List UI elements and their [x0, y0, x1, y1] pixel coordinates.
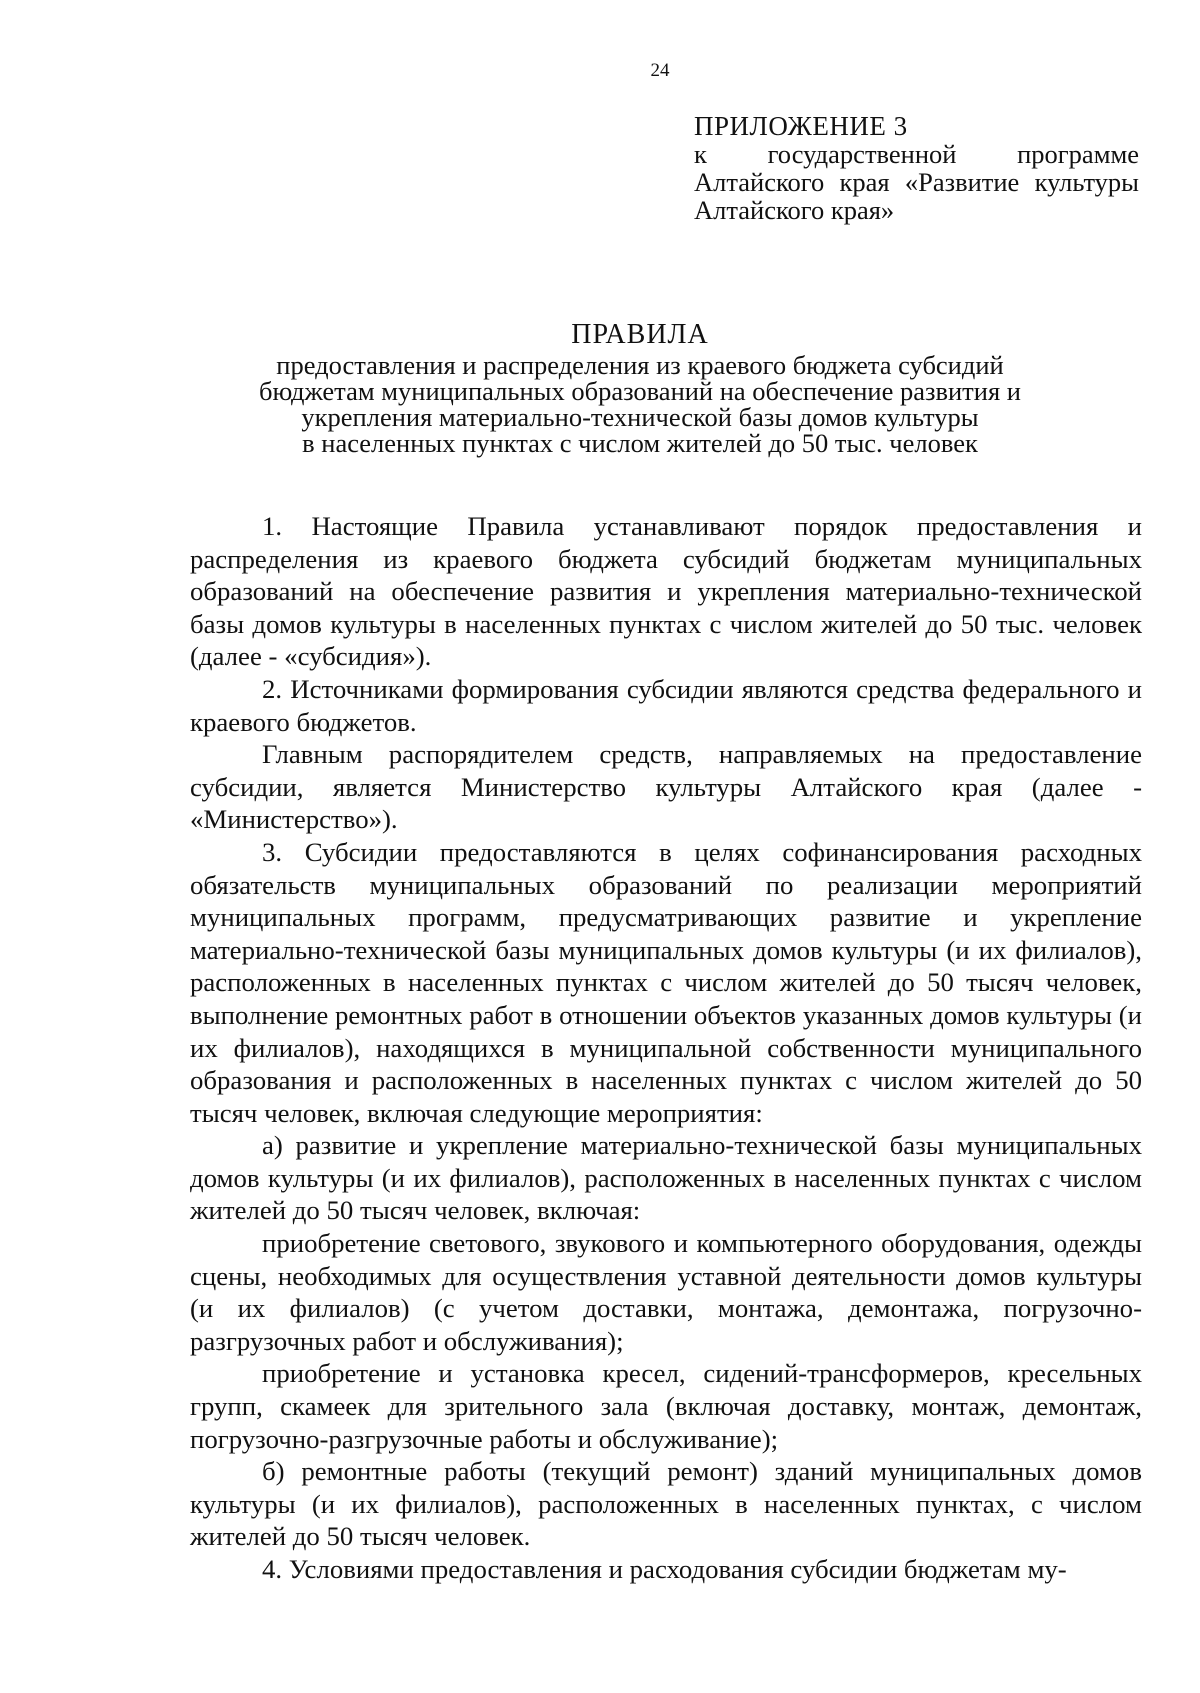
paragraph-2-continued: Главным распорядителем средств, направляемых на предоставление субсидии, является Министерство культуры Алтайского края (далее - «Министерство»). [190, 739, 1142, 835]
document-subtitle-line: предоставления и распределения из краевого бюджета субсидий [276, 350, 1004, 380]
appendix-block [694, 112, 1139, 224]
paragraph-3: 3. Субсидии предоставляются в целях софинансирования расходных обязательств муниципальных образований по реализации мероприятий муниципальных программ, предусматривающих развитие и укрепление материально-технической базы муниципальных домов культуры (и их филиалов), расположенных в населенных пунктах с числом жителей до 50 тысяч человек, выполнение ремонтных работ в отношении объектов указанных домов культуры (и их филиалов), находящихся в муниципальной собственности муниципального образования и расположенных в населенных пунктах с числом жителей до 50 тысяч человек, включая следующие мероприятия: [190, 836, 1142, 1128]
page-number: 24 [650, 60, 670, 81]
appendix-title: ПРИЛОЖЕНИЕ 3 [694, 111, 908, 141]
paragraph-4: 4. Условиями предоставления и расходования субсидии бюджетам му- [262, 1554, 1067, 1584]
paragraph-3-item-b: б) ремонтные работы (текущий ремонт) зданий муниципальных домов культуры (и их филиалов), расположенных в населенных пунктах, с числом жителей до 50 тысяч человек. [190, 1456, 1142, 1552]
paragraph-3-item-a: а) развитие и укрепление материально-технической базы муниципальных домов культуры (и их филиалов), расположенных в населенных пунктах с числом жителей до 50 тысяч человек, включая: [190, 1130, 1142, 1226]
document-body [190, 510, 1142, 1586]
document-subtitle-line: укрепления материально-технической базы домов культуры [301, 402, 979, 432]
document-subtitle-line: бюджетам муниципальных образований на обеспечение развития и [259, 376, 1021, 406]
paragraph-3-item-a-sub-1: приобретение светового, звукового и компьютерного оборудования, одежды сцены, необходимых для осуществления уставной деятельности домов культуры (и их филиалов) (с учетом доставки, монтажа, демонтажа, погрузочно-разгрузочных работ и обслуживания); [190, 1228, 1142, 1356]
appendix-text: к государственной программе Алтайского края «Развитие культуры Алтайского края» [694, 139, 1139, 225]
document-title: ПРАВИЛА [571, 319, 709, 350]
paragraph-1: 1. Настоящие Правила устанавливают порядок предоставления и распределения из краевого бюджета субсидий бюджетам муниципальных образований на обеспечение развития и укрепления материально-технической базы домов культуры в населенных пунктах с числом жителей до 50 тыс. человек (далее - «субсидия»). [190, 511, 1142, 672]
document-title-block [190, 318, 1090, 456]
paragraph-3-item-a-sub-2: приобретение и установка кресел, сидений-трансформеров, кресельных групп, скамеек для зрительного зала (включая доставку, монтаж, демонтаж, погрузочно-разгрузочные работы и обслуживание); [190, 1358, 1142, 1454]
document-subtitle-line: в населенных пунктах с числом жителей до 50 тыс. человек [302, 428, 978, 458]
paragraph-2: 2. Источниками формирования субсидии являются средства федерального и краевого бюджетов. [190, 673, 1142, 737]
